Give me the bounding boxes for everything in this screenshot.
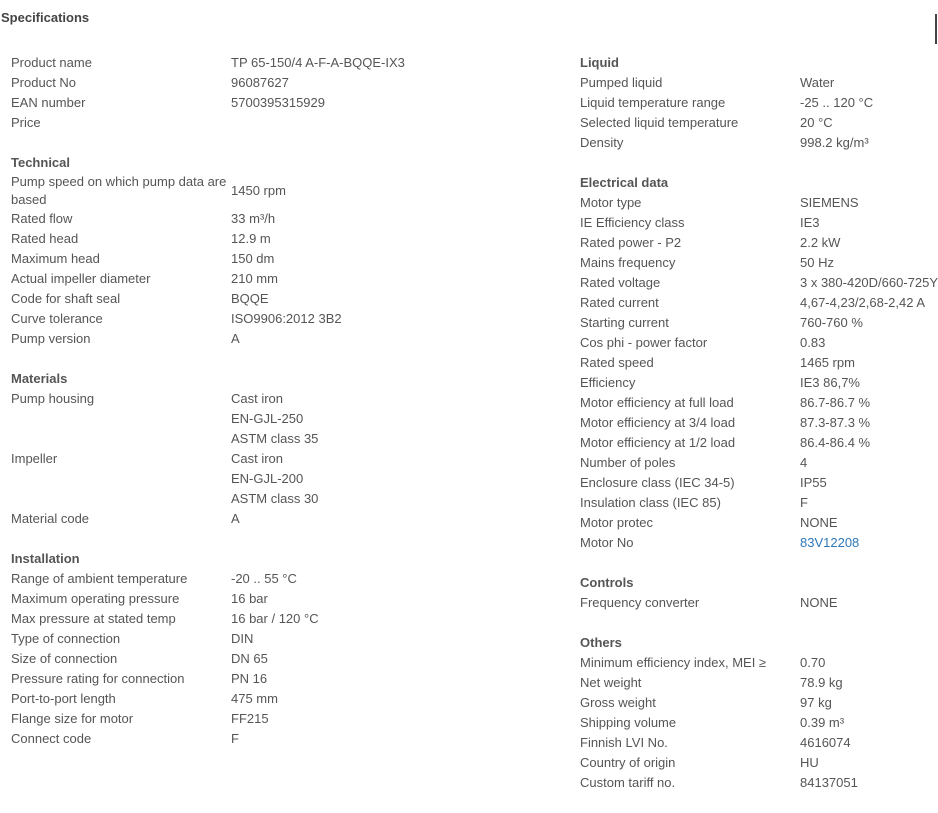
spec-value: 97 kg	[800, 695, 832, 710]
spec-row	[11, 389, 551, 449]
spec-row	[580, 493, 938, 513]
spec-row	[580, 333, 938, 353]
spec-row	[11, 329, 551, 349]
spec-row	[11, 209, 551, 229]
spec-row	[580, 293, 938, 313]
spec-label: Connect code	[11, 731, 92, 746]
spec-row	[580, 653, 938, 673]
spec-row	[580, 713, 938, 733]
spec-value: IP55	[800, 475, 827, 490]
spec-value: NONE	[800, 595, 838, 610]
spec-value: A	[231, 331, 240, 346]
electrical-section	[580, 173, 938, 553]
spec-label: Pumped liquid	[580, 75, 663, 90]
spec-label: Rated power - P2	[580, 235, 682, 250]
spec-row	[580, 733, 938, 753]
section-title-liquid: Liquid	[580, 55, 619, 70]
spec-value: 16 bar	[231, 591, 268, 606]
spec-value: EN-GJL-250	[231, 411, 304, 426]
spec-label: Product No	[11, 75, 77, 90]
spec-value: 5700395315929	[231, 95, 325, 110]
spec-value	[231, 113, 551, 133]
spec-row	[11, 669, 551, 689]
spec-value: TP 65-150/4 A-F-A-BQQE-IX3	[231, 55, 405, 70]
spec-value: F	[800, 495, 808, 510]
spec-label: Rated head	[11, 231, 79, 246]
spec-label: Port-to-port length	[11, 691, 116, 706]
spec-row	[580, 193, 938, 213]
product-section	[11, 53, 551, 133]
spec-label: Finnish LVI No.	[580, 735, 668, 750]
spec-value: F	[231, 731, 239, 746]
spec-value: HU	[800, 755, 819, 770]
spec-value: Water	[800, 75, 835, 90]
spec-label: Net weight	[580, 675, 642, 690]
spec-row	[580, 393, 938, 413]
spec-value: 998.2 kg/m³	[800, 135, 869, 150]
spec-value: 84137051	[800, 775, 858, 790]
motor-no-link[interactable]: 83V12208	[800, 535, 860, 550]
section-title-installation: Installation	[11, 551, 80, 566]
spec-label: Material code	[11, 511, 90, 526]
spec-row	[11, 509, 551, 529]
spec-row	[580, 413, 938, 433]
spec-label: Maximum head	[11, 251, 100, 266]
spec-value: Cast iron	[231, 391, 284, 406]
section-title-others: Others	[580, 635, 622, 650]
spec-row	[580, 313, 938, 333]
spec-row	[580, 353, 938, 373]
spec-label: Insulation class (IEC 85)	[580, 495, 721, 510]
spec-value: 86.7-86.7 %	[800, 395, 871, 410]
spec-label: Rated voltage	[580, 275, 661, 290]
spec-row	[11, 609, 551, 629]
spec-label: Minimum efficiency index, MEI ≥	[580, 655, 767, 670]
spec-label: Curve tolerance	[11, 311, 103, 326]
spec-value: A	[231, 511, 240, 526]
spec-value: 0.70	[800, 655, 826, 670]
spec-row	[580, 593, 938, 613]
spec-value: 1450 rpm	[231, 183, 286, 198]
spec-label: Impeller	[11, 451, 58, 466]
spec-label: Starting current	[580, 315, 669, 330]
spec-value: 33 m³/h	[231, 211, 276, 226]
spec-value: 86.4-86.4 %	[800, 435, 871, 450]
spec-label: Density	[580, 135, 624, 150]
spec-value: 96087627	[231, 75, 289, 90]
spec-row	[11, 569, 551, 589]
spec-label: Selected liquid temperature	[580, 115, 739, 130]
spec-label: Maximum operating pressure	[11, 591, 180, 606]
section-title-materials: Materials	[11, 371, 68, 386]
spec-value: 2.2 kW	[800, 235, 841, 250]
spec-value: 0.39 m³	[800, 715, 845, 730]
spec-row	[580, 133, 938, 153]
section-title-technical: Technical	[11, 155, 71, 170]
spec-row	[11, 309, 551, 329]
page-title: Specifications	[1, 10, 90, 25]
spec-row	[11, 73, 551, 93]
controls-section	[580, 573, 938, 613]
spec-value: DN 65	[231, 651, 268, 666]
spec-label: Pump version	[11, 331, 91, 346]
spec-label: Cos phi - power factor	[580, 335, 708, 350]
spec-value: 0.83	[800, 335, 826, 350]
spec-label: Mains frequency	[580, 255, 676, 270]
others-section	[580, 633, 938, 793]
spec-row	[580, 673, 938, 693]
spec-row	[11, 53, 551, 73]
spec-value: ASTM class 35	[231, 431, 319, 446]
spec-label: Rated flow	[11, 211, 73, 226]
spec-value-list	[231, 389, 551, 449]
spec-label: Flange size for motor	[11, 711, 134, 726]
spec-row	[580, 93, 938, 113]
spec-value: BQQE	[231, 291, 269, 306]
spec-row	[11, 93, 551, 113]
right-column	[580, 53, 938, 813]
spec-label: Pressure rating for connection	[11, 671, 185, 686]
spec-row	[580, 273, 938, 293]
spec-label: Pump speed on which pump data are based	[11, 174, 227, 207]
spec-label: Motor type	[580, 195, 642, 210]
spec-value: FF215	[231, 711, 269, 726]
spec-value: 12.9 m	[231, 231, 271, 246]
spec-label: Product name	[11, 55, 92, 70]
left-column	[11, 53, 551, 769]
spec-row	[580, 73, 938, 93]
installation-section	[11, 549, 551, 749]
spec-label: EAN number	[11, 95, 86, 110]
technical-section	[11, 153, 551, 349]
spec-value: DIN	[231, 631, 254, 646]
spec-value: -25 .. 120 °C	[800, 95, 874, 110]
spec-value: IE3 86,7%	[800, 375, 860, 390]
spec-label: Max pressure at stated temp	[11, 611, 176, 626]
spec-value: ISO9906:2012 3B2	[231, 311, 342, 326]
spec-label: Motor No	[580, 535, 634, 550]
spec-label: Shipping volume	[580, 715, 677, 730]
materials-section	[11, 369, 551, 529]
spec-label: Motor efficiency at full load	[580, 395, 734, 410]
section-title-electrical: Electrical data	[580, 175, 669, 190]
spec-row	[580, 373, 938, 393]
spec-row	[580, 753, 938, 773]
spec-value: 4	[800, 455, 808, 470]
spec-row	[11, 249, 551, 269]
spec-label: Enclosure class (IEC 34-5)	[580, 475, 735, 490]
spec-label: Code for shaft seal	[11, 291, 121, 306]
spec-row	[580, 253, 938, 273]
spec-row	[580, 473, 938, 493]
spec-value: 1465 rpm	[800, 355, 855, 370]
spec-value: 4,67-4,23/2,68-2,42 A	[800, 295, 926, 310]
spec-value: 475 mm	[231, 691, 278, 706]
spec-value: 210 mm	[231, 271, 278, 286]
spec-value: EN-GJL-200	[231, 471, 304, 486]
spec-value: 16 bar / 120 °C	[231, 611, 319, 626]
spec-label: Country of origin	[580, 755, 676, 770]
spec-label: Custom tariff no.	[580, 775, 676, 790]
spec-label: Motor efficiency at 1/2 load	[580, 435, 736, 450]
spec-label: Pump housing	[11, 391, 95, 406]
spec-row	[580, 213, 938, 233]
spec-value-list	[231, 449, 551, 509]
spec-value: 760-760 %	[800, 315, 863, 330]
spec-row	[11, 449, 551, 509]
spec-row	[11, 589, 551, 609]
spec-label: Size of connection	[11, 651, 118, 666]
spec-label: Rated speed	[580, 355, 654, 370]
spec-label: Gross weight	[580, 695, 656, 710]
spec-label: Efficiency	[580, 375, 636, 390]
spec-value: 78.9 kg	[800, 675, 843, 690]
spec-value: 20 °C	[800, 115, 833, 130]
spec-value: 4616074	[800, 735, 851, 750]
spec-label: Motor protec	[580, 515, 653, 530]
spec-value: 50 Hz	[800, 255, 834, 270]
spec-row	[11, 229, 551, 249]
spec-label: IE Efficiency class	[580, 215, 685, 230]
spec-row	[11, 289, 551, 309]
spec-value: 150 dm	[231, 251, 275, 266]
spec-label: Type of connection	[11, 631, 121, 646]
spec-row	[11, 649, 551, 669]
spec-label: Number of poles	[580, 455, 676, 470]
spec-row	[580, 773, 938, 793]
spec-row	[11, 629, 551, 649]
spec-label: Price	[11, 115, 41, 130]
spec-row	[580, 113, 938, 133]
spec-row	[580, 453, 938, 473]
spec-row	[580, 233, 938, 253]
spec-value: SIEMENS	[800, 195, 859, 210]
spec-value: IE3	[800, 215, 820, 230]
spec-value: 87.3-87.3 %	[800, 415, 871, 430]
liquid-section	[580, 53, 938, 153]
scrollbar-thumb[interactable]	[935, 14, 937, 44]
spec-label: Range of ambient temperature	[11, 571, 188, 586]
spec-row	[11, 689, 551, 709]
spec-value: NONE	[800, 515, 838, 530]
spec-row	[580, 513, 938, 533]
spec-label: Actual impeller diameter	[11, 271, 151, 286]
spec-value: Cast iron	[231, 451, 284, 466]
spec-row	[11, 269, 551, 289]
section-title-controls: Controls	[580, 575, 634, 590]
spec-row	[11, 729, 551, 749]
spec-value: ASTM class 30	[231, 491, 319, 506]
spec-value: PN 16	[231, 671, 268, 686]
spec-label: Rated current	[580, 295, 659, 310]
spec-row	[580, 533, 938, 553]
spec-label: Liquid temperature range	[580, 95, 726, 110]
spec-row	[580, 693, 938, 713]
spec-label: Frequency converter	[580, 595, 700, 610]
spec-value: -20 .. 55 °C	[231, 571, 297, 586]
spec-value: 3 x 380-420D/660-725Y	[800, 275, 938, 290]
spec-row	[11, 709, 551, 729]
spec-label: Motor efficiency at 3/4 load	[580, 415, 736, 430]
spec-row	[11, 173, 551, 209]
spec-row	[11, 113, 551, 133]
spec-row	[580, 433, 938, 453]
